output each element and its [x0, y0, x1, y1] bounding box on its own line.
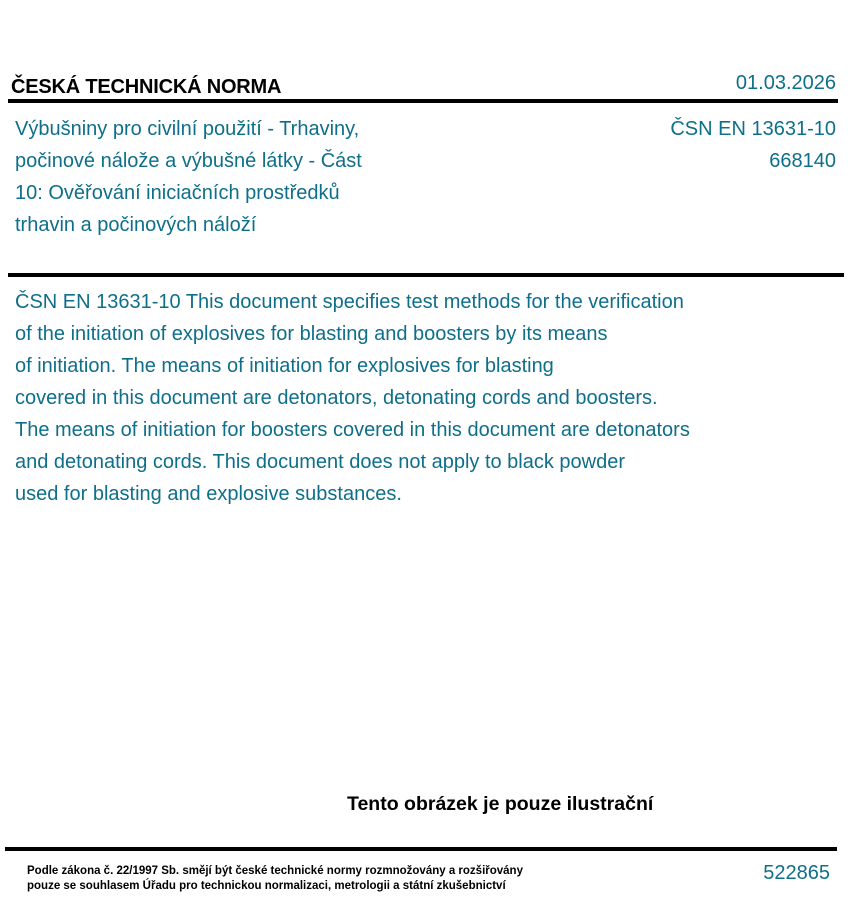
abstract-line: The means of initiation for boosters covered in this document are detonators: [15, 419, 690, 441]
document-id: 522865: [763, 862, 830, 884]
abstract-line: of initiation. The means of initiation for explosives for blasting: [15, 355, 554, 377]
title-divider: [8, 273, 844, 277]
standard-code: ČSN EN 13631-10: [670, 118, 836, 140]
abstract-line: and detonating cords. This document does not apply to black powder: [15, 451, 626, 473]
document-title-line: Výbušniny pro civilní použití - Trhaviny,: [15, 118, 360, 140]
abstract: [15, 286, 755, 510]
document-title-line: trhavin a počinových náloží: [15, 214, 257, 236]
abstract-line: covered in this document are detonators, detonating cords and boosters.: [15, 387, 658, 409]
legal-line: pouze se souhlasem Úřadu pro technickou normalizaci, metrologii a státní zkušebnictví: [27, 880, 506, 892]
footer-divider: [5, 847, 837, 851]
document-title-line: počinové nálože a výbušné látky - Část: [15, 150, 362, 172]
classification-code: 668140: [769, 150, 836, 172]
abstract-line: used for blasting and explosive substances.: [15, 483, 402, 505]
document-codes: [670, 113, 836, 177]
abstract-line: of the initiation of explosives for blasting and boosters by its means: [15, 323, 608, 345]
document-title: [15, 113, 405, 241]
legal-notice: [27, 864, 523, 894]
document-title-line: 10: Ověřování iniciačních prostředků: [15, 182, 340, 204]
issue-date: 01.03.2026: [735, 72, 836, 94]
abstract-line: ČSN EN 13631-10 This document specifies test methods for the verification: [15, 291, 684, 313]
legal-line: Podle zákona č. 22/1997 Sb. smějí být české technické normy rozmnožovány a rozšiřovány: [27, 865, 523, 877]
illustration-notice: Tento obrázek je pouze ilustrační: [347, 793, 654, 815]
header-divider: [8, 99, 838, 103]
norm-title: ČESKÁ TECHNICKÁ NORMA: [11, 76, 282, 98]
